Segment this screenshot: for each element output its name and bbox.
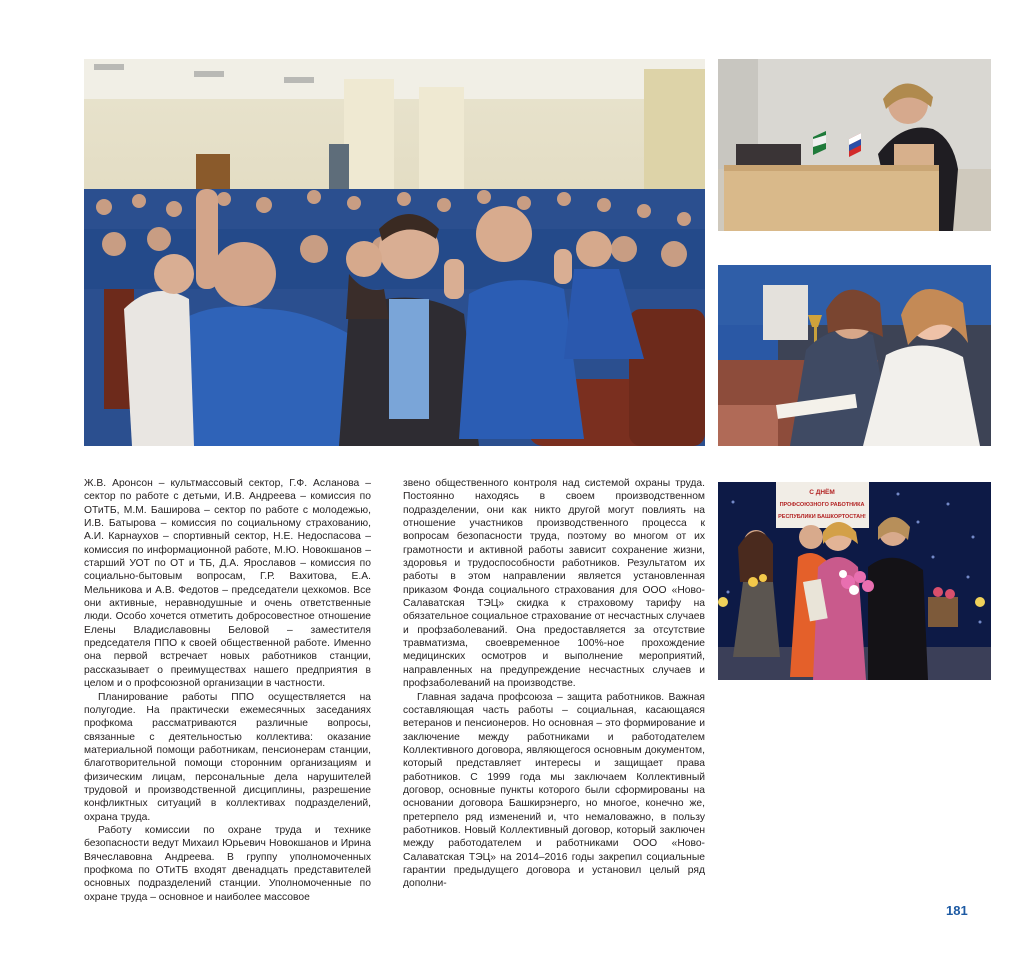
speaker-at-podium-photo — [718, 59, 991, 231]
paragraph: Ж.В. Аронсон – культмассовый сектор, Г.Ф. Асланова – сектор по работе с детьми, И.В. Андреева – комиссия по ОТиТБ, М.М. Баширова – сектор по работе с молодежью, И.В. Батырова – комиссия по социальному страхованию, А.И. Карнаухов – спортивный сектор, Н.Е. Недоспасова – комиссия по информационной работе, М.Ю. Новокшанов – старший УОТ по ОТ и ТБ, Д.А. Ярославов – комиссия по социально-бытовым вопросам, Г.Р. Вахитова, Е.А. Мельникова и А.В. Федотов – председатели цехкомов. Все они активные, неравнодушные и очень ответственные люди. Особо хочется отметить добросовестное отношение Елены Владиславовны Беловой – заместителя председателя ППО к своей общественной работе. Именно она первой встречает новых работников станции, рассказывает о преимуществах нашего предприятия в целом и о профсоюзной организации в частности. — [84, 478, 371, 690]
paragraph: Работу комиссии по охране труда и технике безопасности ведут Михаил Юрьевич Новокшанов и Ирина Вячеславовна Андреева. В группу уполномоченных профкома по ОТиТБ входят двенадцать представителей основных подразделений станции. Уполномоченные по охране труда – основное и наиболее массовое — [84, 824, 371, 903]
article-right-column — [403, 477, 705, 891]
banner-line-2: ПРОФСОЮЗНОГО РАБОТНИКА — [779, 502, 865, 508]
women-at-table-photo — [718, 265, 991, 446]
article-left-column — [84, 477, 371, 904]
paragraph: Главная задача профсоюза – защита работников. Важная составляющая часть работы – социальная, касающаяся ветеранов и пенсионеров. Но основная – это формирование и заключение между работниками и работодателем Коллективного договора, являющегося основным документом, который представляет интересы и защищает права работников. С 1999 года мы заключаем Коллективный договор, основные пункты которого были сформированы на основании договора Башкирэнерго, но многое, конечно же, претерпело ряд изменений и, что немаловажно, в пользу работников. Новый Коллективный договор, который заключен между работодателем и работниками ООО «Ново-Салаватская ТЭЦ» на 2014–2016 годы закрепил социальные гарантии предыдущего договора и установил целый ряд дополни- — [403, 691, 705, 890]
paragraph: Планирование работы ППО осуществляется на полугодие. На практически ежемесячных заседаниях профкома рассматриваются различные вопросы, связанные с деятельностью коллектива: оказание материальной помощи работникам, пенсионерам станции, благотворительной помощи сторонним организациям и физическим лицам, персональные дела нарушителей трудовой и производственной дисциплины, разрешение конфликтных ситуаций в коллективах подразделений, охрана труда. — [84, 691, 371, 823]
paragraph: звено общественного контроля над системой охраны труда. Постоянно находясь в своем производственном подразделении, они как никто другой могут повлиять на отношение участников производственного процесса к вопросам безопасности труда, поэтому во многом от их грамотности и активной работы зависит сохранение жизни, здоровья и трудоспособности работников. Результатом их работы в этом направлении является установленная приказом Фонда социального страхования для ООО «Ново-Салаватская ТЭЦ» скидка к страховому тарифу на обязательное социальное страхование от несчастных случаев и профзаболеваний. Она предоставляется за отсутствие травматизма, своевременное 100%-ное прохождение медицинских осмотров и выполнение мероприятий, направленных на предупреждение несчастных случаев и профзаболеваний на производстве. — [403, 478, 705, 690]
conference-audience-photo — [84, 59, 705, 446]
page-number: 181 — [946, 903, 968, 918]
award-ceremony-photo — [718, 482, 991, 680]
banner-line-1: С ДНЁМ — [809, 489, 835, 496]
banner-line-3: РЕСПУБЛИКИ БАШКОРТОСТАН! — [778, 514, 866, 520]
